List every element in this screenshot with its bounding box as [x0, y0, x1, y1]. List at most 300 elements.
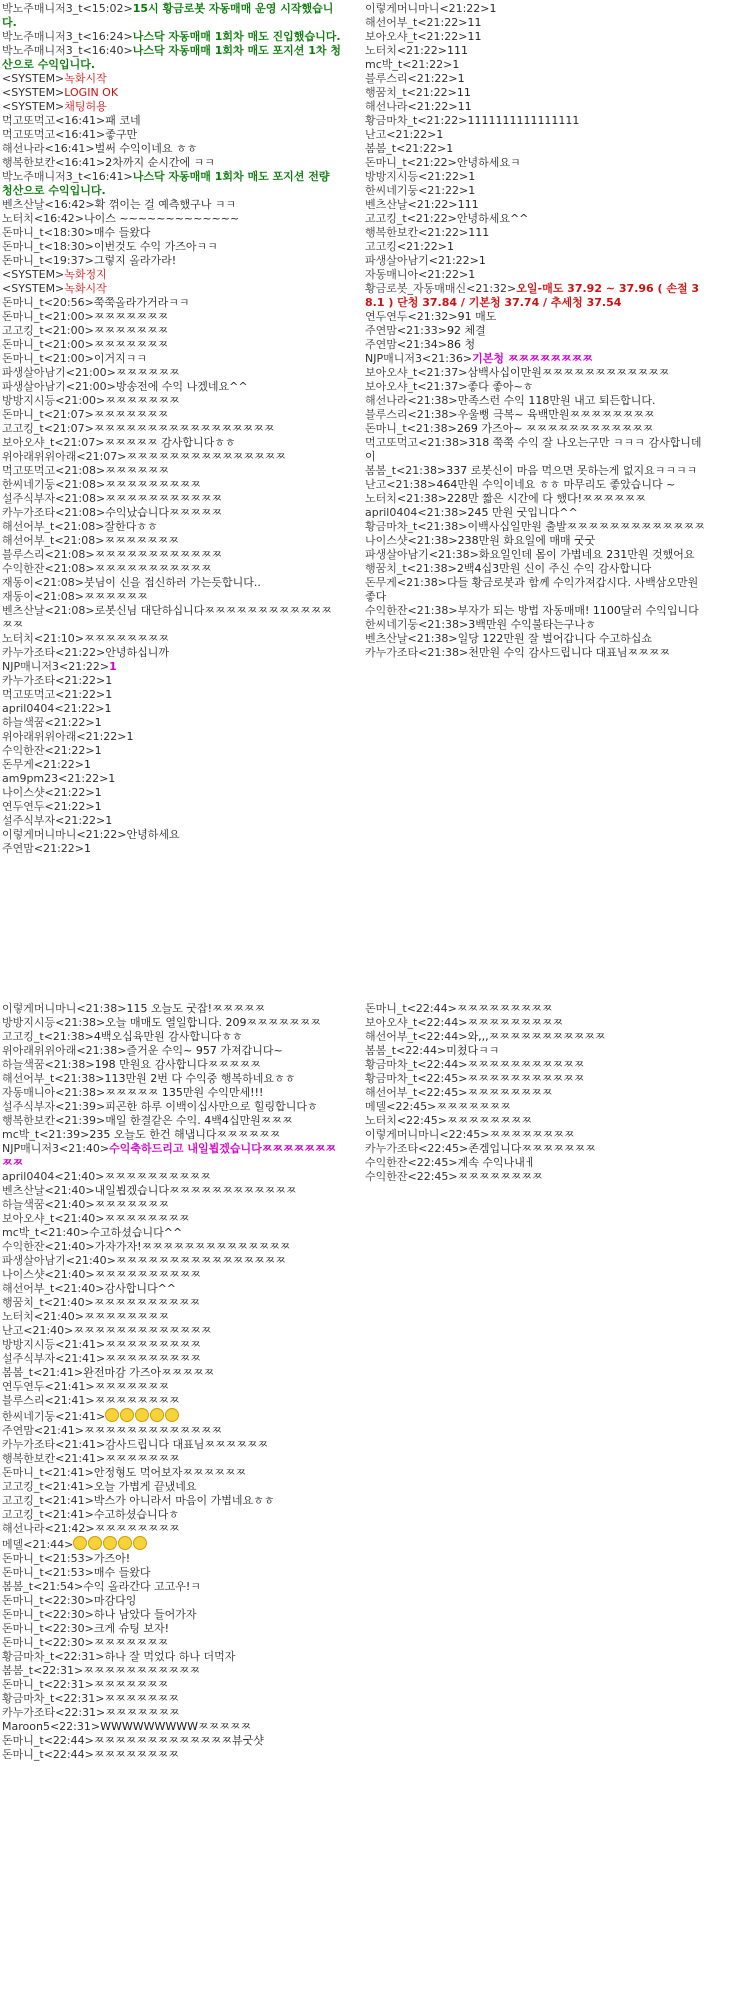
chat-sender: NJP매니저3<21:40>: [2, 1142, 110, 1155]
chat-message: 녹화시작: [64, 282, 107, 295]
chat-line: [365, 408, 705, 422]
smiley-emoji-icon: [103, 1536, 117, 1550]
chat-line: [365, 58, 705, 72]
chat-sender: 해선어부_t<21:08>: [2, 534, 105, 547]
chat-message: 235 오늘도 한건 해냅니다ㅉㅉㅉㅉㅉㅉ: [89, 1128, 281, 1141]
chat-sender: 돈무게<21:22>: [2, 758, 85, 771]
chat-sender: 돈마니_t<19:37>: [2, 254, 94, 267]
chat-sender: 행복한보칸<16:41>: [2, 156, 106, 169]
chat-sender: 파생살아남기<21:38>: [365, 548, 479, 561]
chat-sender: 노터치<16:42>: [2, 212, 85, 225]
chat-line: [2, 1466, 342, 1480]
chat-sender: 돈마니_t<21:00>: [2, 352, 94, 365]
chat-line: [2, 142, 342, 156]
chat-line: [2, 1240, 342, 1254]
chat-message: 1111111111111111: [467, 114, 580, 127]
chat-sender: am9pm23<21:22>: [2, 772, 109, 785]
chat-line: [365, 548, 705, 562]
chat-line: [365, 310, 705, 324]
chat-message: 만족스런 수익 118만원 내고 퇴든합니다.: [457, 394, 656, 407]
chat-message: 1: [94, 744, 102, 757]
chat-sender: 돈마니_t<22:44>: [2, 1734, 94, 1747]
chat-message: 113만원 2번 다 수익중 행복하네요ㅎㅎ: [104, 1072, 296, 1085]
chat-sender: 해선어부_t<21:38>: [2, 1072, 105, 1085]
chat-message: 안녕하십니까: [105, 646, 170, 659]
chat-line: [2, 674, 342, 688]
smiley-emoji-icon: [135, 1408, 149, 1422]
chat-message: 좋구만: [105, 128, 138, 141]
chat-message: 방송전에 수익 나겠네요^^: [115, 380, 248, 393]
chat-message: ㅉㅉㅉㅉㅉㅉㅉㅉㅉㅉㅉ: [467, 1072, 585, 1085]
chat-sender: 행복한보칸<21:39>: [2, 1114, 106, 1127]
chat-sender: 설주식부자<21:08>: [2, 492, 106, 505]
chat-sender: 봄봄_t<21:38>: [365, 464, 447, 477]
chat-line: [2, 1100, 342, 1114]
chat-sender: 수익한잔<21:22>: [2, 744, 95, 757]
chat-message: 매일 한결같은 수익. 4백4십만원ㅉㅉㅉ: [105, 1114, 293, 1127]
chat-message: ㅉㅉㅉㅉㅉㅉㅉ: [105, 394, 180, 407]
chat-message: ㅉㅉㅉㅉㅉㅉㅉㅉ: [93, 1748, 179, 1761]
chat-line: [365, 2, 705, 16]
chat-line: [2, 1128, 342, 1142]
chat-line: [365, 282, 705, 310]
chat-line: [365, 492, 705, 506]
chat-line: [365, 324, 705, 338]
chat-line: [2, 1622, 342, 1636]
chat-sender: <SYSTEM>: [2, 100, 65, 113]
chat-message: ㅉㅉㅉㅉㅉㅉㅉㅉㅉㅉㅉ: [105, 492, 223, 505]
chat-message: 감사드립니다 대표님ㅉㅉㅉㅉㅉㅉ: [105, 1438, 269, 1451]
chat-sender: 돈마니_t<22:30>: [2, 1622, 94, 1635]
chat-sender: 봄봄_t<22:44>: [365, 1044, 447, 1057]
chat-line: [365, 380, 705, 394]
chat-line: [2, 100, 342, 114]
chat-message: 채팅허용: [64, 100, 107, 113]
chat-sender: 황금마차_t<22:44>: [365, 1058, 468, 1071]
chat-line: [2, 1580, 342, 1594]
chat-line: [2, 842, 342, 856]
chat-line: [2, 324, 342, 338]
chat-line: [365, 1072, 705, 1086]
chat-line: [365, 576, 705, 604]
chat-message: WWWWWWWWWㅉㅉㅉㅉㅉ: [100, 1720, 252, 1733]
chat-sender: 나이스샷<21:22>: [2, 786, 95, 799]
chat-message: 1: [84, 842, 92, 855]
chat-line: [2, 1268, 342, 1282]
chat-sender: 방방지시등<21:00>: [2, 394, 106, 407]
chat-line: [365, 1100, 705, 1114]
chat-sender: 재동이<21:08>: [2, 576, 85, 589]
chat-line: [365, 464, 705, 478]
chat-message: ㅉㅉㅉㅉㅉㅉㅉ: [94, 1380, 170, 1393]
chat-sender: 연두연두<21:22>: [2, 800, 95, 813]
chat-sender: 수익한잔<21:38>: [365, 604, 458, 617]
chat-message: 이백사십일만원 출발ㅉㅉㅉㅉㅉㅉㅉㅉㅉㅉㅉㅉㅉ: [467, 520, 705, 533]
smiley-emoji-icon: [118, 1536, 132, 1550]
chat-line: [365, 422, 705, 436]
chat-sender: 고고킹_t<21:00>: [2, 324, 94, 337]
chat-sender: 황금마차_t<22:31>: [2, 1692, 105, 1705]
chat-message: ㅉㅉㅉㅉㅉㅉㅉㅉㅉ: [456, 1002, 553, 1015]
chat-line: [2, 1692, 342, 1706]
chat-line: [365, 1044, 705, 1058]
chat-line: [2, 352, 342, 366]
chat-message: 318 쭉쭉 수익 잘 나오는구만 ㅋㅋㅋ 감사합니데이: [365, 436, 702, 463]
chat-sender: 봄봄_t<21:22>: [365, 142, 447, 155]
chat-message: 3백만원 수익불타는구나ㅎ: [468, 618, 596, 631]
chat-sender: 자동매니아<21:38>: [2, 1086, 106, 1099]
chat-message: 1: [468, 268, 476, 281]
chat-line: [365, 1058, 705, 1072]
chat-sender: Maroon5<22:31>: [2, 1720, 101, 1733]
chat-sender: 파생살아남기<21:22>: [365, 254, 479, 267]
chat-line: [2, 1142, 342, 1170]
chat-message: 1: [436, 128, 444, 141]
chat-line: [2, 562, 342, 576]
chat-message: 천만원 수익 감사드립니다 대표님ㅉㅉㅉㅉ: [468, 646, 671, 659]
chat-line: [2, 786, 342, 800]
chat-message: ㅉㅉㅉㅉㅉㅉㅉㅉ: [94, 1522, 180, 1535]
chat-message: 수고하셨습니다^^: [89, 1226, 183, 1239]
chat-sender: 주연맘<21:34>: [365, 338, 448, 351]
chat-message: 기본청 ㅉㅉㅉㅉㅉㅉㅉㅉ: [472, 352, 593, 365]
chat-message: LOGIN OK: [64, 86, 119, 99]
chat-line: [365, 352, 705, 366]
chat-sender: 자동매니아<21:22>: [365, 268, 469, 281]
chat-sender: 카누가조타<21:41>: [2, 1438, 106, 1451]
chat-message: ㅉㅉㅉㅉㅉㅉㅉ: [93, 324, 169, 337]
chat-line: [2, 1324, 342, 1338]
chat-message: ㅉㅉㅉㅉㅉ 135만원 수익만세!!!: [105, 1086, 264, 1099]
chat-message: 마감다잉: [93, 1594, 137, 1607]
chat-sender: 노터치<22:45>: [365, 1114, 448, 1127]
chat-message: ㅉㅉㅉㅉㅉㅉㅉㅉㅉ: [105, 478, 201, 491]
chat-message: 내일뵙겠습니다ㅉㅉㅉㅉㅉㅉㅉㅉㅉㅉㅉㅉ: [94, 1184, 297, 1197]
chat-line: [2, 534, 342, 548]
chat-sender: 한씨네기둥<21:41>: [2, 1410, 106, 1423]
chat-sender: mc박_t<21:39>: [2, 1128, 90, 1141]
chat-message: 매수 들왔다: [93, 1566, 151, 1579]
chat-sender: 벤츠산날<21:38>: [365, 632, 458, 645]
chat-message: 1: [105, 688, 113, 701]
chat-line: [365, 520, 705, 534]
smiley-emoji-icon: [73, 1536, 87, 1550]
chat-line: [2, 730, 342, 744]
chat-message: 가자가자!ㅉㅉㅉㅉㅉㅉㅉㅉㅉㅉㅉㅉㅉㅉ: [94, 1240, 291, 1253]
smiley-emoji-icon: [120, 1408, 134, 1422]
chat-sender: 재동이<21:08>: [2, 590, 85, 603]
chat-message: 수익축하드리고 내일뵙겠습니다ㅉㅉㅉㅉㅉㅉㅉㅉㅉ: [2, 1142, 337, 1169]
chat-line: [2, 1058, 342, 1072]
chat-sender: 카누가조타<21:22>: [2, 646, 106, 659]
chat-message: 수고하셨습니다ㅎ: [93, 1508, 179, 1521]
chat-message: 1: [447, 240, 455, 253]
chat-sender: 난고<21:38>: [365, 478, 437, 491]
chat-line: [365, 254, 705, 268]
chat-message: ㅉㅉㅉㅉㅉㅉㅉㅉㅉㅉㅉ: [467, 1058, 585, 1071]
chat-line: [365, 128, 705, 142]
chat-message: 수익났습니다ㅉㅉㅉㅉㅉ: [105, 506, 223, 519]
chat-line: [2, 226, 342, 240]
chat-sender: 나이스샷<21:38>: [365, 534, 458, 547]
chat-message: 매수 들왔다: [93, 226, 151, 239]
chat-sender: 행복한보칸<21:41>: [2, 1452, 106, 1465]
chat-line: [2, 1184, 342, 1198]
chat-message: ㅉㅉㅉㅉㅉㅉㅉㅉ: [84, 1310, 170, 1323]
chat-line: [2, 758, 342, 772]
chat-message: 1: [478, 254, 486, 267]
chat-sender: 돈마니_t<21:00>: [2, 338, 94, 351]
chat-sender: april0404<21:40>: [2, 1170, 105, 1183]
chat-message: 쭉쭉올라가거라ㅋㅋ: [93, 296, 190, 309]
chat-message: ㅉㅉㅉㅉㅉㅉㅉㅉ: [104, 1212, 190, 1225]
chat-line: [365, 1030, 705, 1044]
chat-message: 나이스 ~~~~~~~~~~~~~: [84, 212, 240, 225]
chat-sender: 황금마차_t<21:22>: [365, 114, 468, 127]
chat-line: [2, 198, 342, 212]
chat-message: 238만원 화요일에 매매 굿굿: [457, 534, 596, 547]
chat-sender: 고고킹_t<21:38>: [2, 1030, 94, 1043]
chat-line: [2, 1380, 342, 1394]
chat-line: [2, 282, 342, 296]
chat-line: [2, 1170, 342, 1184]
chat-line: [2, 1408, 342, 1424]
chat-sender: 돈마니_t<22:31>: [2, 1678, 94, 1691]
chat-message: 92 체결: [447, 324, 486, 337]
chat-line: [2, 1566, 342, 1580]
chat-line: [365, 170, 705, 184]
chat-sender: 벤츠산날<21:40>: [2, 1184, 95, 1197]
chat-message: ㅉㅉㅉㅉㅉㅉㅉ: [104, 1692, 179, 1705]
chat-line: [365, 1114, 705, 1128]
chat-message: ㅉㅉㅉㅉㅉㅉ: [115, 366, 180, 379]
chat-message: 하나 잘 먹었다 하나 더먹자: [104, 1650, 236, 1663]
chat-sender: 한씨네기둥<21:38>: [365, 618, 469, 631]
chat-message: 그렇지 올라가라!: [93, 254, 177, 267]
chat-sender: 연두연두<21:41>: [2, 1380, 95, 1393]
chat-line: [2, 1522, 342, 1536]
chat-sender: 돈마니_t<22:30>: [2, 1594, 94, 1607]
chat-sender: 고고킹_t<21:07>: [2, 422, 94, 435]
chat-message: 1: [468, 184, 476, 197]
chat-message: ㅉㅉㅉㅉㅉㅉㅉ: [105, 1706, 180, 1719]
chat-sender: 해선나라<21:42>: [2, 1522, 95, 1535]
chat-line: [2, 1748, 342, 1762]
chat-line: [2, 716, 342, 730]
chat-sender: 카누가조타<22:31>: [2, 1706, 106, 1719]
chat-message: ㅉㅉㅉㅉㅉㅉㅉ: [436, 1100, 511, 1113]
chat-line: [365, 240, 705, 254]
chat-sender: 해선어부_t<21:40>: [2, 1282, 105, 1295]
chat-line: [2, 394, 342, 408]
chat-message: 좋다 좋아~ㅎ: [467, 380, 534, 393]
chat-message: ㅉㅉㅉㅉㅉㅉㅉㅉㅉㅉㅉㅉㅉㅉㅉ: [126, 450, 286, 463]
chat-sender: 해선어부_t<22:45>: [365, 1086, 468, 1099]
chat-message: 오늘 매매도 열일합니다. 209ㅉㅉㅉㅉㅉㅉㅉ: [105, 1016, 321, 1029]
chat-line: [365, 1142, 705, 1156]
chat-message: 녹화시작: [64, 72, 107, 85]
chat-message: 337 로봇신이 마음 먹으면 못하는게 없지요ㅋㅋㅋㅋ: [446, 464, 698, 477]
chat-message: 464만원 수익이네요 ㅎㅎ 마무리도 좋았습니다 ~: [436, 478, 676, 491]
chat-message: ㅉㅉㅉㅉㅉㅉㅉㅉㅉ: [105, 1352, 201, 1365]
chat-sender: NJP매니저3<21:22>: [2, 660, 110, 673]
chat-message: 즐거운 수익~ 957 가져갑니다~: [126, 1044, 283, 1057]
chat-line: [2, 380, 342, 394]
chat-message: 111: [457, 198, 479, 211]
chat-line: [365, 646, 705, 660]
chat-sender: 수익한잔<22:45>: [365, 1170, 458, 1183]
chat-line: [2, 632, 342, 646]
chat-sender: 파생살아남기<21:40>: [2, 1254, 116, 1267]
chat-sender: 돈마니_t<21:53>: [2, 1566, 94, 1579]
chat-message: ㅉㅉㅉㅉㅉㅉㅉㅉ: [489, 1128, 575, 1141]
chat-line: [2, 1508, 342, 1522]
chat-sender: 돈마니_t<21:22>: [365, 156, 457, 169]
chat-message: 111: [468, 226, 490, 239]
chat-sender: 방방지시등<21:41>: [2, 1338, 106, 1351]
chat-line: [2, 478, 342, 492]
chat-line: [2, 1016, 342, 1030]
chat-sender: 돈마니_t<22:44>: [365, 1002, 457, 1015]
chat-sender: 한씨네기둥<21:08>: [2, 478, 106, 491]
chat-line: [2, 1338, 342, 1352]
chat-panel-top-left: [2, 2, 342, 1002]
chat-sender: 먹고또먹고<16:41>: [2, 114, 106, 127]
chat-sender: 돈마니_t<22:30>: [2, 1608, 94, 1621]
chat-line: [2, 800, 342, 814]
chat-sender: 돈마니_t<21:41>: [2, 1466, 94, 1479]
chat-message: ㅉㅉㅉㅉㅉㅉㅉㅉㅉㅉㅉㅉㅉㅉㅉㅉ: [115, 1254, 286, 1267]
smiley-emoji-icon: [105, 1408, 119, 1422]
chat-line: [2, 240, 342, 254]
chat-sender: 돈마니_t<21:38>: [365, 422, 457, 435]
chat-line: [2, 1212, 342, 1226]
chat-message: 녹화정지: [64, 268, 107, 281]
chat-line: [365, 1016, 705, 1030]
chat-sender: 노터치<21:10>: [2, 632, 85, 645]
chat-message: 계속 수익나내ㅔ: [457, 1156, 536, 1169]
chat-message: 11: [467, 16, 482, 29]
chat-line: [2, 366, 342, 380]
chat-sender: 박노주매니저3_t<16:40>: [2, 44, 133, 57]
chat-sender: 하늘색꿈<21:40>: [2, 1198, 95, 1211]
chat-sender: 메델<21:44>: [2, 1538, 74, 1551]
chat-sender: 카누가조타<21:38>: [365, 646, 469, 659]
smiley-emoji-icon: [88, 1536, 102, 1550]
chat-sender: 보아오샤_t<21:40>: [2, 1212, 105, 1225]
chat-sender: 보아오샤_t<21:37>: [365, 366, 468, 379]
chat-message: ㅉㅉㅉㅉㅉㅉㅉ: [93, 1678, 169, 1691]
chat-message: 1: [105, 674, 113, 687]
chat-line: [2, 744, 342, 758]
chat-sender: 블루스리<21:41>: [2, 1394, 95, 1407]
chat-sender: 돈마니_t<18:30>: [2, 226, 94, 239]
chat-message: ㅉㅉㅉㅉㅉㅉㅉㅉㅉㅉ: [93, 1296, 201, 1309]
chat-line: [365, 1156, 705, 1170]
chat-message: ㅉㅉㅉㅉㅉㅉㅉ: [93, 338, 169, 351]
chat-line: [2, 772, 342, 786]
chat-sender: 보아오샤_t<21:37>: [365, 380, 468, 393]
chat-line: [2, 170, 342, 198]
chat-sender: 설주식부자<21:39>: [2, 1100, 106, 1113]
chat-message: ㅉㅉㅉㅉㅉㅉㅉㅉㅉㅉㅉㅉㅉ: [73, 1324, 212, 1337]
chat-sender: 이렇게머니마니<21:22>: [2, 828, 127, 841]
chat-message: 1: [489, 2, 497, 15]
chat-line: [365, 618, 705, 632]
chat-sender: 행꿈치_t<21:38>: [365, 562, 457, 575]
chat-line: [365, 226, 705, 240]
chat-message: 나스닥 자동매매 1회차 매도 포지션 전량 청산으로 수익입니다.: [2, 170, 330, 197]
chat-sender: 주연맘<21:33>: [365, 324, 448, 337]
chat-sender: 노터치<21:40>: [2, 1310, 85, 1323]
chat-line: [2, 1424, 342, 1438]
chat-message: 다들 황금로봇과 함께 수익가져갑시다. 사백삼오만원 좋다: [365, 576, 699, 603]
chat-message: 로봇신님 대단하십니다ㅉㅉㅉㅉㅉㅉㅉㅉㅉㅉㅉㅉㅉㅉ: [2, 604, 332, 631]
chat-sender: 황금마차_t<21:38>: [365, 520, 468, 533]
chat-sender: 돈마니_t<18:30>: [2, 240, 94, 253]
chat-line: [365, 86, 705, 100]
chat-line: [2, 1480, 342, 1494]
chat-sender: 블루스리<21:22>: [365, 72, 458, 85]
chat-message: 1: [108, 772, 116, 785]
chat-message: 가즈아!: [93, 1552, 131, 1565]
chat-sender: 봄봄_t<21:41>: [2, 1366, 84, 1379]
chat-sender: 하늘색꿈<21:22>: [2, 716, 95, 729]
chat-line: [2, 1636, 342, 1650]
chat-message: 15시 황금로봇 자동매매 운영 시작했습니다.: [2, 2, 334, 29]
chat-sender: 메델<22:45>: [365, 1100, 437, 1113]
chat-sender: 한씨네기둥<21:22>: [365, 184, 469, 197]
chat-sender: 블루스리<21:08>: [2, 548, 95, 561]
chat-message: 화요일인데 몸이 가볍네요 231만원 것했어요: [478, 548, 695, 561]
chat-line: [2, 1394, 342, 1408]
chat-message: 2차까지 순시간에 ㅋㅋ: [105, 156, 215, 169]
chat-line: [365, 338, 705, 352]
chat-panel-bottom-right: [365, 1002, 705, 2001]
chat-line: [365, 142, 705, 156]
chat-sender: 돈마니_t<21:00>: [2, 310, 94, 323]
chat-line: [2, 1254, 342, 1268]
chat-message: 피곤한 하루 이백이십사만으로 힐링합니다ㅎ: [105, 1100, 318, 1113]
chat-sender: 돈마니_t<21:07>: [2, 408, 94, 421]
chat-line: [2, 296, 342, 310]
chat-sender: 설주식부자<21:41>: [2, 1352, 106, 1365]
chat-message: 11: [456, 86, 471, 99]
chat-line: [2, 1608, 342, 1622]
chat-line: [2, 1086, 342, 1100]
chat-line: [365, 1002, 705, 1016]
chat-line: [365, 30, 705, 44]
chat-message: 나스닥 자동매매 1회차 매도 포지션 1차 청산으로 수익입니다.: [2, 44, 342, 71]
chat-sender: 행꿈치_t<21:22>: [365, 86, 457, 99]
chat-line: [2, 492, 342, 506]
chat-line: [2, 506, 342, 520]
smiley-emoji-icon: [150, 1408, 164, 1422]
chat-line: [2, 1664, 342, 1678]
chat-message: 245 만원 굿입니다^^: [467, 506, 578, 519]
chat-line: [2, 464, 342, 478]
chat-line: [2, 590, 342, 604]
chat-sender: 위아래위위아래<21:22>: [2, 730, 127, 743]
chat-message: ㅉㅉㅉㅉㅉㅉㅉ: [104, 534, 179, 547]
chat-message: 붓님이 신을 접신하러 가는듯합니다..: [84, 576, 261, 589]
smiley-emoji-icon: [133, 1536, 147, 1550]
chat-line: [365, 1128, 705, 1142]
chat-line: [2, 1706, 342, 1720]
chat-line: [2, 1282, 342, 1296]
chat-sender: <SYSTEM>: [2, 268, 65, 281]
chat-line: [2, 1044, 342, 1058]
